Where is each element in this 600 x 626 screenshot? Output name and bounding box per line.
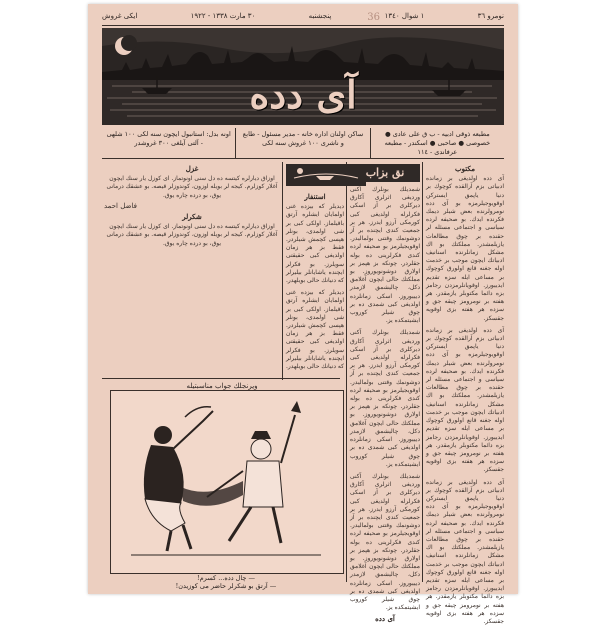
info-left: اونه بدل: استانبول ایچون سنه لکی ۱۰۰ شلهی - آلتی آیلغی ۳۰۰ غروشدر — [106, 130, 231, 147]
column-3-title: استنفار — [304, 192, 326, 201]
column-2-text: شمدیلك بونلرك آکنی وردیغی اثرلری آکارق دیرکلری بر آز اسکی فکرلرله اولدیغی کبی کورمکی آرزو ایدرز. هر بر جمعیت کندی ایچنده بر آز دوشونمك وقتنی بولمالیدر. اوقویجیلرمز بو صحیفه لرده کندی فکرلرینی ده بوله جقلردر. چونکه بز هپمز بر اولارق دوشونویوروز. بو مملکتك حالی ایچون آغلامق دکل، چالیشمق لازمدر دیییوروز. اسکی زمانلرده اولدیغی کبی شمدی ده بر چوق شیلر کوروب ایشیتمکده یز. — [350, 186, 420, 325]
info-bar — [102, 128, 504, 159]
issue-number: نومرو ٣٦ — [477, 12, 504, 20]
column-1-text: آی دده اولدیغی بر زمانده ادبیاتی بزم آرالقده کوچوك بر دنیا یاپمق ایسترکن اوقویوجیلرمزه بو آی دده نومرولرنده بعض شیلر دیمك فکرنده ایدك. بو صحیفه لرده سیاسی و اجتماعی مسئله لر حقنده بر چوق مطالعات یازیلمشدر. مملکتك بو اك مشکل زمانلرنده اسنانیف ادبیاتك ایچون موجب بر خدمت اوله جغنه قانع اولورق کوچوك بر مساعی ایله سزه تقدیم ایدییورز. اوقویانلرمزدن رجامز بزه دائما مکتوبلر یازمقدر. هر هفته بر نومرومز چیقه جق و سزده هر هفته بزی اوقویه جقسکز. — [426, 175, 504, 322]
column-2-subtitle: آی دده — [375, 614, 395, 624]
column-4-poem-2: اوزاق دیارلره کیتسه ده دل سنی اونوتماز. ای کوزل یار سنك ایچون آغلار کوزلرم. کیجه لر بویله اوزون، کوندوزلر قیصه. بو عشقك درمانی یوق، بو درده چاره یوق. — [106, 223, 278, 247]
column-2-text-cont: شمدیلك بونلرك آکنی وردیغی اثرلری آکارق دیرکلری بر آز اسکی فکرلرله اولدیغی کبی کورمکی آرزو ایدرز. هر بر جمعیت کندی ایچنده بر آز دوشونمك وقتنی بولمالیدر. اوقویجیلرمز بو صحیفه لرده کندی فکرلرینی ده بوله جقلردر. چونکه بز هپمز بر اولارق دوشونویوروز. بو مملکتك حالی ایچون آغلامق دکل، چالیشمق لازمدر دیییوروز. اسکی زمانلرده اولدیغی کبی شمدی ده بر چوق شیلر کوروب ایشیتمکده یز. — [350, 329, 420, 468]
column-2 — [350, 186, 420, 624]
cartoon-title: ویرنجلك جواب مناسبتیله — [186, 382, 258, 390]
cartoon-caption-line-1: — چال دده... کسرم! — [197, 574, 255, 582]
cartoon-caption-line-2: — آرتق بو شکرلر حاضر می کوزیدن! — [175, 582, 277, 590]
column-1 — [426, 162, 504, 625]
top-info-line — [102, 12, 504, 24]
gregorian-date: ٣٠ مارت ١٣٣٨ - ١٩٢٢ — [190, 12, 256, 20]
newspaper-title: آی دده — [249, 72, 357, 117]
column-4-poem: اوزاق دیارلره کیتسه ده دل سنی اونوتماز. ای کوزل یار سنك ایچون آغلار کوزلرم. کیجه لر بویله اوزون، کوندوزلر قیصه. بو عشقك درمانی یوق، بو درده چاره یوق. — [106, 175, 278, 199]
column-3 — [286, 190, 344, 380]
cartoon-caption — [110, 574, 342, 590]
weekday: پنجشنبه — [308, 12, 332, 20]
column-3-text-cont: دیدیلر که بیزده غنی اولمایان ایشلره آرتق باقیلماز. اولکی کبی بر شی اولمدی، بونلر هپسی کچمش شیلردر. فقط بز هر زمان اولدیغی کبی حقیقتی سویلرز. بو فکرلر ایچنده یاشایانلر بیلیرلر که دنیانك حالی بویلهدر. — [285, 289, 344, 371]
column-4-signature: فاضل احمد — [104, 201, 137, 210]
price: ایکی غروش — [102, 12, 138, 20]
section-rule — [102, 378, 340, 379]
masthead — [102, 28, 504, 125]
column-4 — [104, 162, 280, 380]
cartoon-illustration — [110, 390, 344, 574]
column-divider — [422, 162, 423, 582]
column-2-banner: نق بزاب — [350, 164, 420, 182]
column-1-text-cont: آی دده اولدیغی بر زمانده ادبیاتی بزم آرالقده کوچوك بر دنیا یاپمق ایسترکن اوقویوجیلرمزه بو آی دده نومرولرنده بعض شیلر دیمك فکرنده ایدك. بو صحیفه لرده سیاسی و اجتماعی مسئله لر حقنده بر چوق مطالعات یازیلمشدر. مملکتك بو اك مشکل زمانلرنده اسنانیف ادبیاتك ایچون موجب بر خدمت اوله جغنه قانع اولورق کوچوك بر مساعی ایله سزه تقدیم ایدییورز. اوقویانلرمزدن رجامز بزه دائما مکتوبلر یازمقدر. هر هفته بر نومرومز چیقه جق و سزده هر هفته بزی اوقویه جقسکز. — [426, 326, 504, 474]
handwritten-number: 36 — [367, 12, 380, 23]
info-right: مطبعه ذوقی ادبیه - ب ق على عادى ● خصوصی ● صاحبی ● اسکندر - مطبعه عرفاندی - ١١٤ — [370, 128, 504, 158]
info-center: ساکن اولنان اداره خانه - مدیر مسئول - طابع و ناشری ۱۰۰ غروش سنه لکی — [235, 128, 369, 158]
top-rule — [102, 25, 504, 26]
column-2-text-cont-2: شمدیلك بونلرك آکنی وردیغی اثرلری آکارق دیرکلری بر آز اسکی فکرلرله اولدیغی کبی کورمکی آرزو ایدرز. هر بر جمعیت کندی ایچنده بر آز دوشونمك وقتنی بولمالیدر. اوقویجیلرمز بو صحیفه لرده کندی فکرلرینی ده بوله جقلردر. چونکه بز هپمز بر اولارق دوشونویوروز. بو مملکتك حالی ایچون آغلامق دکل، چالیشمق لازمدر دیییوروز. اسکی زمانلرده اولدیغی کبی شمدی ده بر چوق شیلر کوروب ایشیتمکده یز. — [350, 472, 420, 612]
column-1-text-cont-2: آی دده اولدیغی بر زمانده ادبیاتی بزم آرالقده کوچوك بر دنیا یاپمق ایسترکن اوقویوجیلرمزه بو آی دده نومرولرنده بعض شیلر دیمك فکرنده ایدك. بو صحیفه لرده سیاسی و اجتماعی مسئله لر حقنده بر چوق مطالعات یازیلمشدر. مملکتك بو اك مشکل زمانلرنده اسنانیف ادبیاتك ایچون موجب بر خدمت اوله جغنه قانع اولورق کوچوك بر مساعی ایله سزه تقدیم ایدییورز. اوقویانلرمزدن رجامز بزه دائما مکتوبلر یازمقدر. هر هفته بر نومرومز چیقه جق و سزده هر هفته بزی اوقویه جقسکز. — [426, 478, 504, 625]
hijri-date: ١ شوال ١٣٤٠ — [384, 12, 425, 20]
column-4-subtitle: شکرلر — [182, 212, 202, 222]
ship-illustration — [286, 164, 366, 186]
newspaper-page — [88, 4, 518, 625]
column-4-title: غزل — [185, 164, 199, 173]
column-3-text: دیدیلر که بیزده غنی اولمایان ایشلره آرتق باقیلماز. اولکی کبی بر شی اولمدی، بونلر هپسی کچمش شیلردر. فقط بز هر زمان اولدیغی کبی حقیقتی سویلرز. بو فکرلر ایچنده یاشایانلر بیلیرلر که دنیانك حالی بویلهدر. — [285, 203, 344, 285]
column-divider — [346, 162, 347, 582]
column-1-title: مکتوب — [455, 164, 475, 173]
column-divider — [282, 162, 283, 380]
